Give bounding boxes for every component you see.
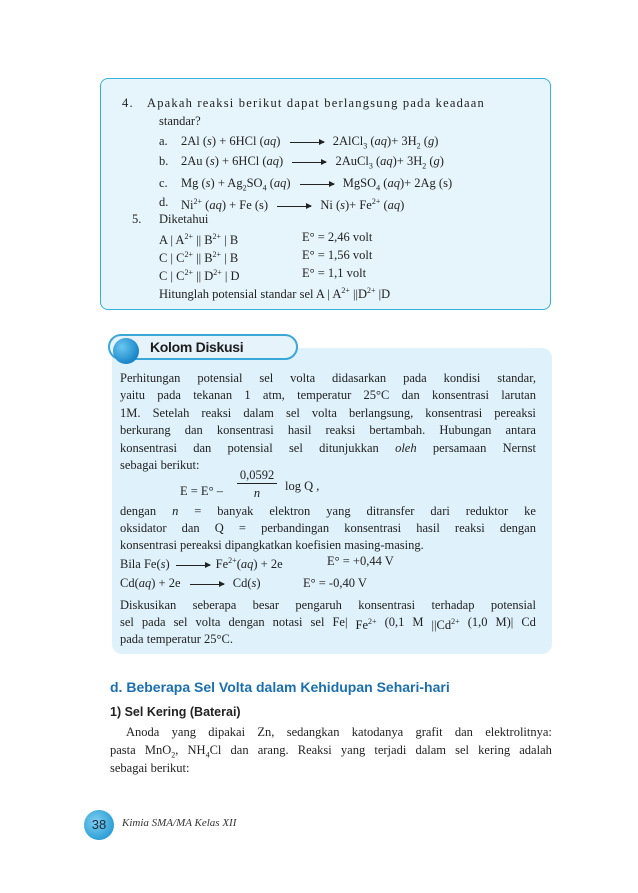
discussion-title: Kolom Diskusi	[150, 339, 244, 355]
paragraph-line: dengan n = banyak elektron yang ditransfer dari reduktor ke	[120, 504, 536, 518]
q4-item-label: d.	[159, 195, 169, 209]
page-number: 38	[84, 810, 114, 840]
q4-text-2: standar?	[159, 114, 201, 128]
q4-item-reaction: 2Al (s) + 6HCl (aq) 2AlCl$_3$ $(aq)+ 3H_2$ (g)	[181, 134, 439, 151]
fe-potential: E° = +0,44 V	[327, 554, 394, 568]
nernst-numerator: 0,0592	[237, 467, 277, 484]
cell-potential: E° = 1,56 volt	[302, 248, 373, 262]
cell-potential: E° = 2,46 volt	[302, 230, 373, 244]
body-line: Anoda yang dipakai Zn, sedangkan katodanya grafit dan elektrolitnya:	[126, 725, 552, 739]
paragraph-line: konsentrasi pereaksi dipangkatkan koefisien masing-masing.	[120, 538, 424, 552]
q4-item-reaction: $Ni^{2+}$ (aq) + Fe (s) Ni $(s)+ Fe^{2+}$ (aq)	[181, 197, 405, 213]
nernst-left: E = E° –	[180, 484, 223, 498]
discussion-circle-icon	[113, 338, 139, 364]
q5-number: 5.	[132, 212, 142, 226]
paragraph-line: yaitu pada tekanan 1 atm, temperatur 25°C dan konsentrasi larutan	[120, 388, 536, 403]
cd-potential: E° = -0,40 V	[303, 576, 367, 590]
q5-question: Hitunglah potensial standar sel A | $A^{2+}$ $||D^{2+}$ |D	[159, 286, 391, 302]
paragraph-line: sel pada sel volta dengan notasi sel Fe| $Fe^{2+}$ (0,1 M $||Cd^{2+}$ (1,0 M)| Cd	[120, 615, 536, 633]
cd-reaction: Cd(aq) + 2e Cd(s)	[120, 576, 261, 590]
body-line: sebagai berikut:	[110, 761, 190, 775]
paragraph-line: 1M. Setelah reaksi dalam sel volta berlangsung, konsentrasi pereaksi	[120, 405, 536, 420]
q5-text: Diketahui	[159, 212, 209, 226]
cell-notation: A | $A^{2+}$ || $B^{2+}$ | B	[159, 232, 239, 248]
book-title: Kimia SMA/MA Kelas XII	[122, 817, 237, 829]
q4-item-reaction: Mg $(s) + Ag_2SO_4$ (aq) MgSO$_4$ (aq)+ 2Ag (s)	[181, 176, 453, 193]
q4-number: 4.	[122, 96, 134, 110]
nernst-denominator: n	[253, 486, 261, 500]
body-line: pasta MnO$_2$, $NH_4Cl$ dan arang. Reaksi yang terjadi dalam sel kering adalah	[110, 743, 552, 760]
paragraph-line: sebagai berikut:	[120, 458, 200, 472]
paragraph-line: Perhitungan potensial sel volta didasarkan pada kondisi standar,	[120, 371, 536, 385]
paragraph-line: konsentrasi dan potensial sel ditunjukkan oleh persamaan Nernst	[120, 440, 536, 455]
cell-notation: C | $C^{2+}$ || $D^{2+}$ | D	[159, 268, 240, 284]
paragraph-line: Diskusikan seberapa besar pengaruh konsentrasi terhadap potensial	[120, 598, 536, 612]
q4-text: Apakah reaksi berikut dapat berlangsung pada keadaan	[147, 96, 485, 110]
cell-notation: C | $C^{2+}$ || $B^{2+}$ | B	[159, 250, 239, 266]
q4-item-label: a.	[159, 134, 168, 148]
cell-potential: E° = 1,1 volt	[302, 266, 367, 280]
paragraph-line: oksidator dan Q = perbandingan konsentrasi hasil reaksi dengan	[120, 521, 536, 535]
nernst-right: log Q ,	[285, 479, 320, 493]
fe-reaction: Bila Fe(s) $Fe^{2+}(aq) + 2e$	[120, 556, 283, 572]
q4-item-reaction: 2Au (s) + 6HCl (aq) 2AuCl$_3$ $(aq)+ 3H_2$ (g)	[181, 154, 444, 171]
paragraph-line: berkurang dan konsentrasi hasil reaksi bertambah. Hubungan antara	[120, 423, 536, 438]
section-heading: d. Beberapa Sel Volta dalam Kehidupan Sehari-hari	[110, 679, 450, 695]
subsection-heading: 1) Sel Kering (Baterai)	[110, 705, 241, 719]
q4-item-label: c.	[159, 176, 168, 190]
paragraph-line: pada temperatur 25°C.	[120, 632, 233, 646]
q4-item-label: b.	[159, 154, 169, 168]
